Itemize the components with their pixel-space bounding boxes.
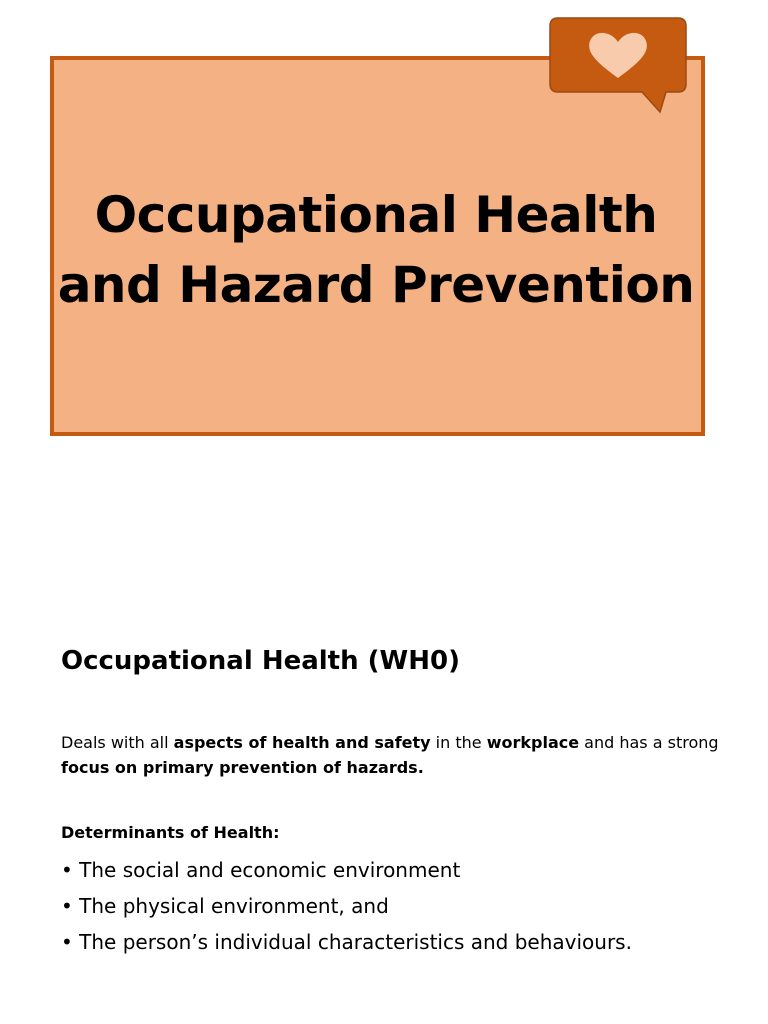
determinants-list <box>61 852 741 960</box>
section-heading: Occupational Health (WH0) <box>61 646 460 676</box>
bullet: • <box>61 858 73 882</box>
list-item-text: The social and economic environment <box>79 858 461 882</box>
list-item <box>61 888 741 924</box>
intro-paragraph <box>61 730 721 780</box>
list-item <box>61 924 741 960</box>
title-line-1: Occupational Health <box>94 186 658 244</box>
title-slide <box>0 0 768 470</box>
intro-text-3: and has a strong <box>579 733 719 752</box>
intro-bold-1: aspects of health and safety <box>173 733 431 752</box>
bullet: • <box>61 894 73 918</box>
intro-text-1: Deals with all <box>61 733 174 752</box>
intro-bold-2: workplace <box>486 733 580 752</box>
bullet: • <box>61 930 73 954</box>
determinants-heading: Determinants of Health: <box>61 823 280 842</box>
intro-text-2: in the <box>430 733 487 752</box>
list-item-text: The person’s individual characteristics and behaviours. <box>79 930 632 954</box>
content-slide <box>0 600 768 1024</box>
speech-bubble-heart-icon <box>548 16 690 116</box>
list-item <box>61 852 741 888</box>
presentation-title <box>0 180 752 320</box>
list-item-text: The physical environment, and <box>79 894 389 918</box>
intro-bold-3: focus on primary prevention of hazards. <box>61 758 424 777</box>
title-line-2: and Hazard Prevention <box>57 256 695 314</box>
